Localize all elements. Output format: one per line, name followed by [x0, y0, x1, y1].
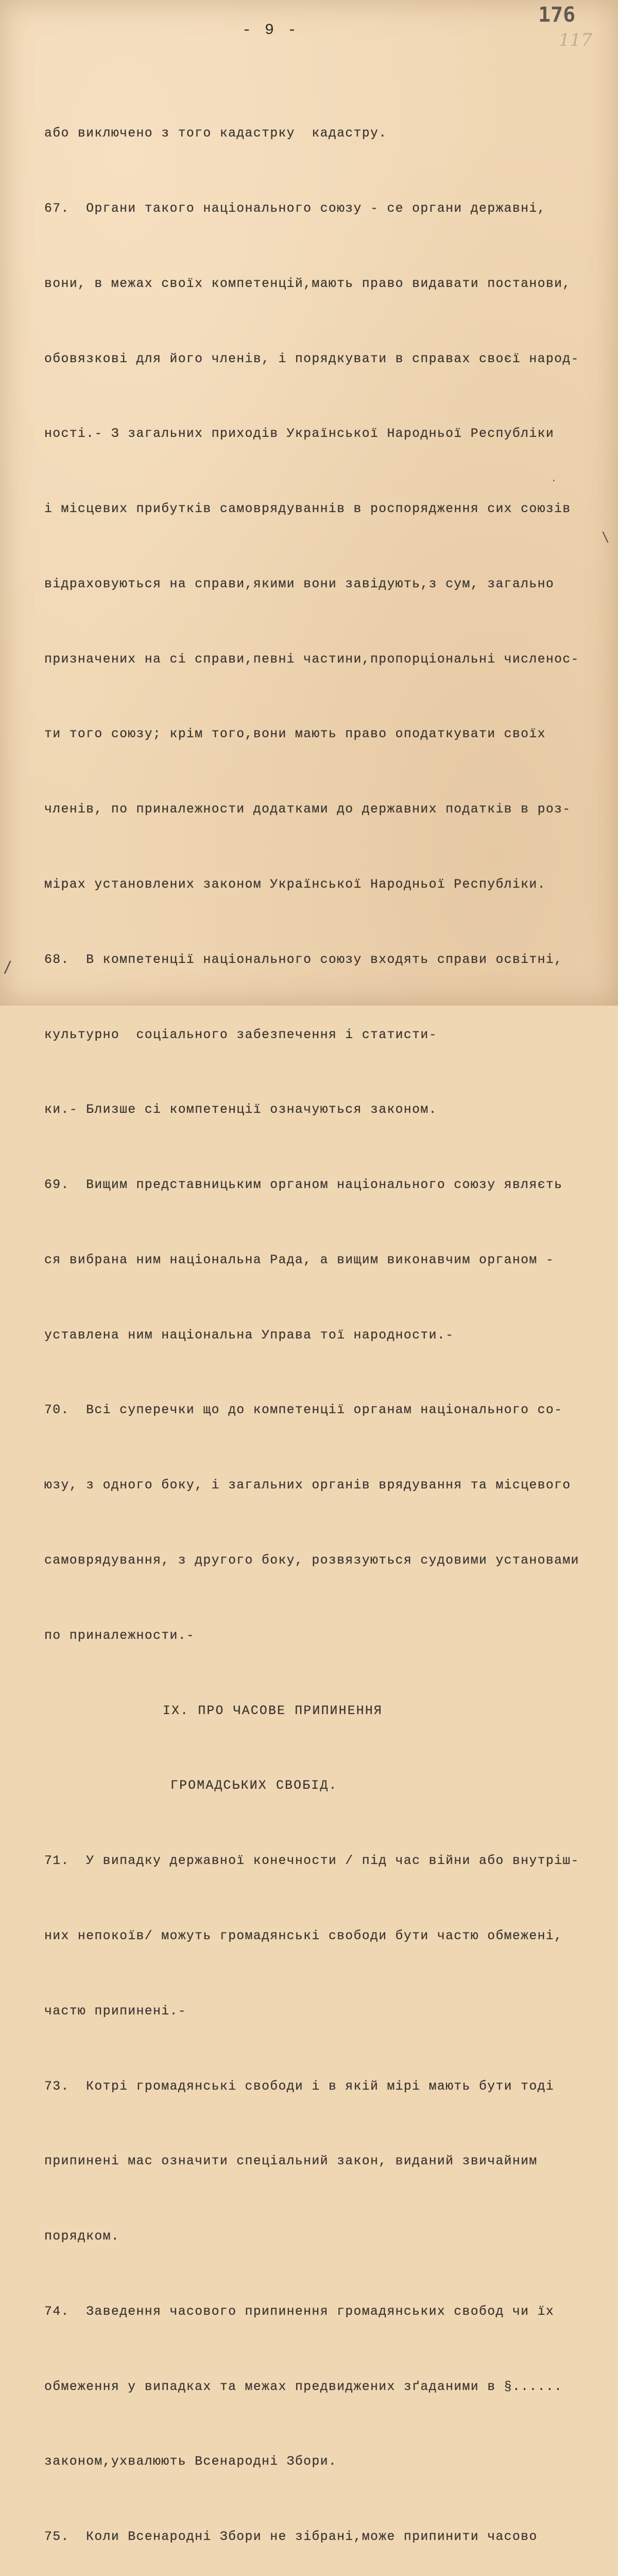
article-71-line: 71. У випадку державної конечности / під час війни або внутріш-	[44, 1854, 579, 1869]
text-line: уставлена ним національна Управа тої народности.-	[44, 1328, 454, 1343]
section-heading-continued: ГРОМАДСЬКИХ СВОБІД.	[170, 1778, 338, 1793]
text-line: призначених на сі справи,певні частини,пропорціональні численос-	[44, 652, 579, 667]
article-69-line: 69. Вищим представницьким органом національного союзу являєть	[44, 1178, 563, 1193]
text-line: припинені мас означити спеціальний закон, виданий звичайним	[44, 2154, 538, 2169]
text-line: юзу, з одного боку, і загальних органів врядування та місцевого	[44, 1478, 571, 1493]
text-line: ності.- З загальних приходів Української Народньої Республіки	[44, 427, 555, 442]
text-line: ки.- Близше сі компетенції означуються законом.	[44, 1103, 437, 1117]
article-73-line: 73. Котрі громадянські свободи і в якій мірі мають бути тоді	[44, 2079, 555, 2094]
text-line: відраховуються на справи,якими вони завідують,з сум, загально	[44, 577, 555, 591]
text-line: частю припинені.-	[44, 2004, 186, 2019]
text-line: ся вибрана ним національна Рада, а вищим виконавчим органом -	[44, 1252, 555, 1267]
article-67-line: 67. Органи такого національного союзу - се органи державні,	[44, 201, 546, 216]
article-75-line: 75. Коли Всенародні Збори не зібрані,може припинити часово	[44, 2530, 538, 2545]
article-70-line: 70. Всі суперечки що до компетенції органам національного со-	[44, 1403, 563, 1418]
page-number: - 9 -	[242, 22, 299, 39]
typewritten-text	[44, 71, 590, 2576]
text-line: обовязкові для його членів, і порядкувати в справах своєї народ-	[44, 351, 579, 366]
text-line: обмеження у випадках та межах предвиджених зґаданими в §......	[44, 2379, 563, 2394]
text-line: мірах установлених законом Української Народньої Республіки.	[44, 877, 546, 892]
text-line: них непокоїв/ можуть громадянські свободи бути частю обмежені,	[44, 1928, 563, 1943]
archive-folio-number: 176	[538, 3, 576, 27]
article-74-line: 74. Заведення часового припинення громадянських свобод чи їх	[44, 2304, 555, 2319]
text-line: або виключено з того кадастрку кадастру.	[44, 126, 387, 141]
stray-dot-mark: .	[551, 473, 557, 484]
pencil-folio-mark: 117	[559, 30, 592, 50]
text-line: законом,ухвалюють Всенародні Збори.	[44, 2454, 337, 2469]
text-line: по приналежности.-	[44, 1628, 195, 1643]
article-68-line: 68. В компетенції національного союзу входять справи освітні,	[44, 952, 563, 967]
margin-tick-mark: \	[602, 530, 610, 545]
text-line: членів, по приналежности додатками до державних податків в роз-	[44, 802, 571, 817]
left-edge-mark: /	[3, 958, 13, 976]
text-line: і місцевих прибутків самоврядуваннів в роспорядження сих союзів	[44, 502, 571, 517]
section-heading: IX. ПРО ЧАСОВЕ ПРИПИНЕННЯ	[163, 1703, 383, 1718]
text-line: культурно соціального забезпечення і статисти-	[44, 1027, 437, 1042]
text-line: самоврядування, з другого боку, розвязуються судовими установами	[44, 1553, 579, 1568]
text-line: порядком.	[44, 2229, 120, 2244]
text-line: вони, в межах своїх компетенцій,мають право видавати постанови,	[44, 276, 571, 291]
text-line: ти того союзу; крім того,вони мають право оподаткувати своїх	[44, 727, 546, 742]
